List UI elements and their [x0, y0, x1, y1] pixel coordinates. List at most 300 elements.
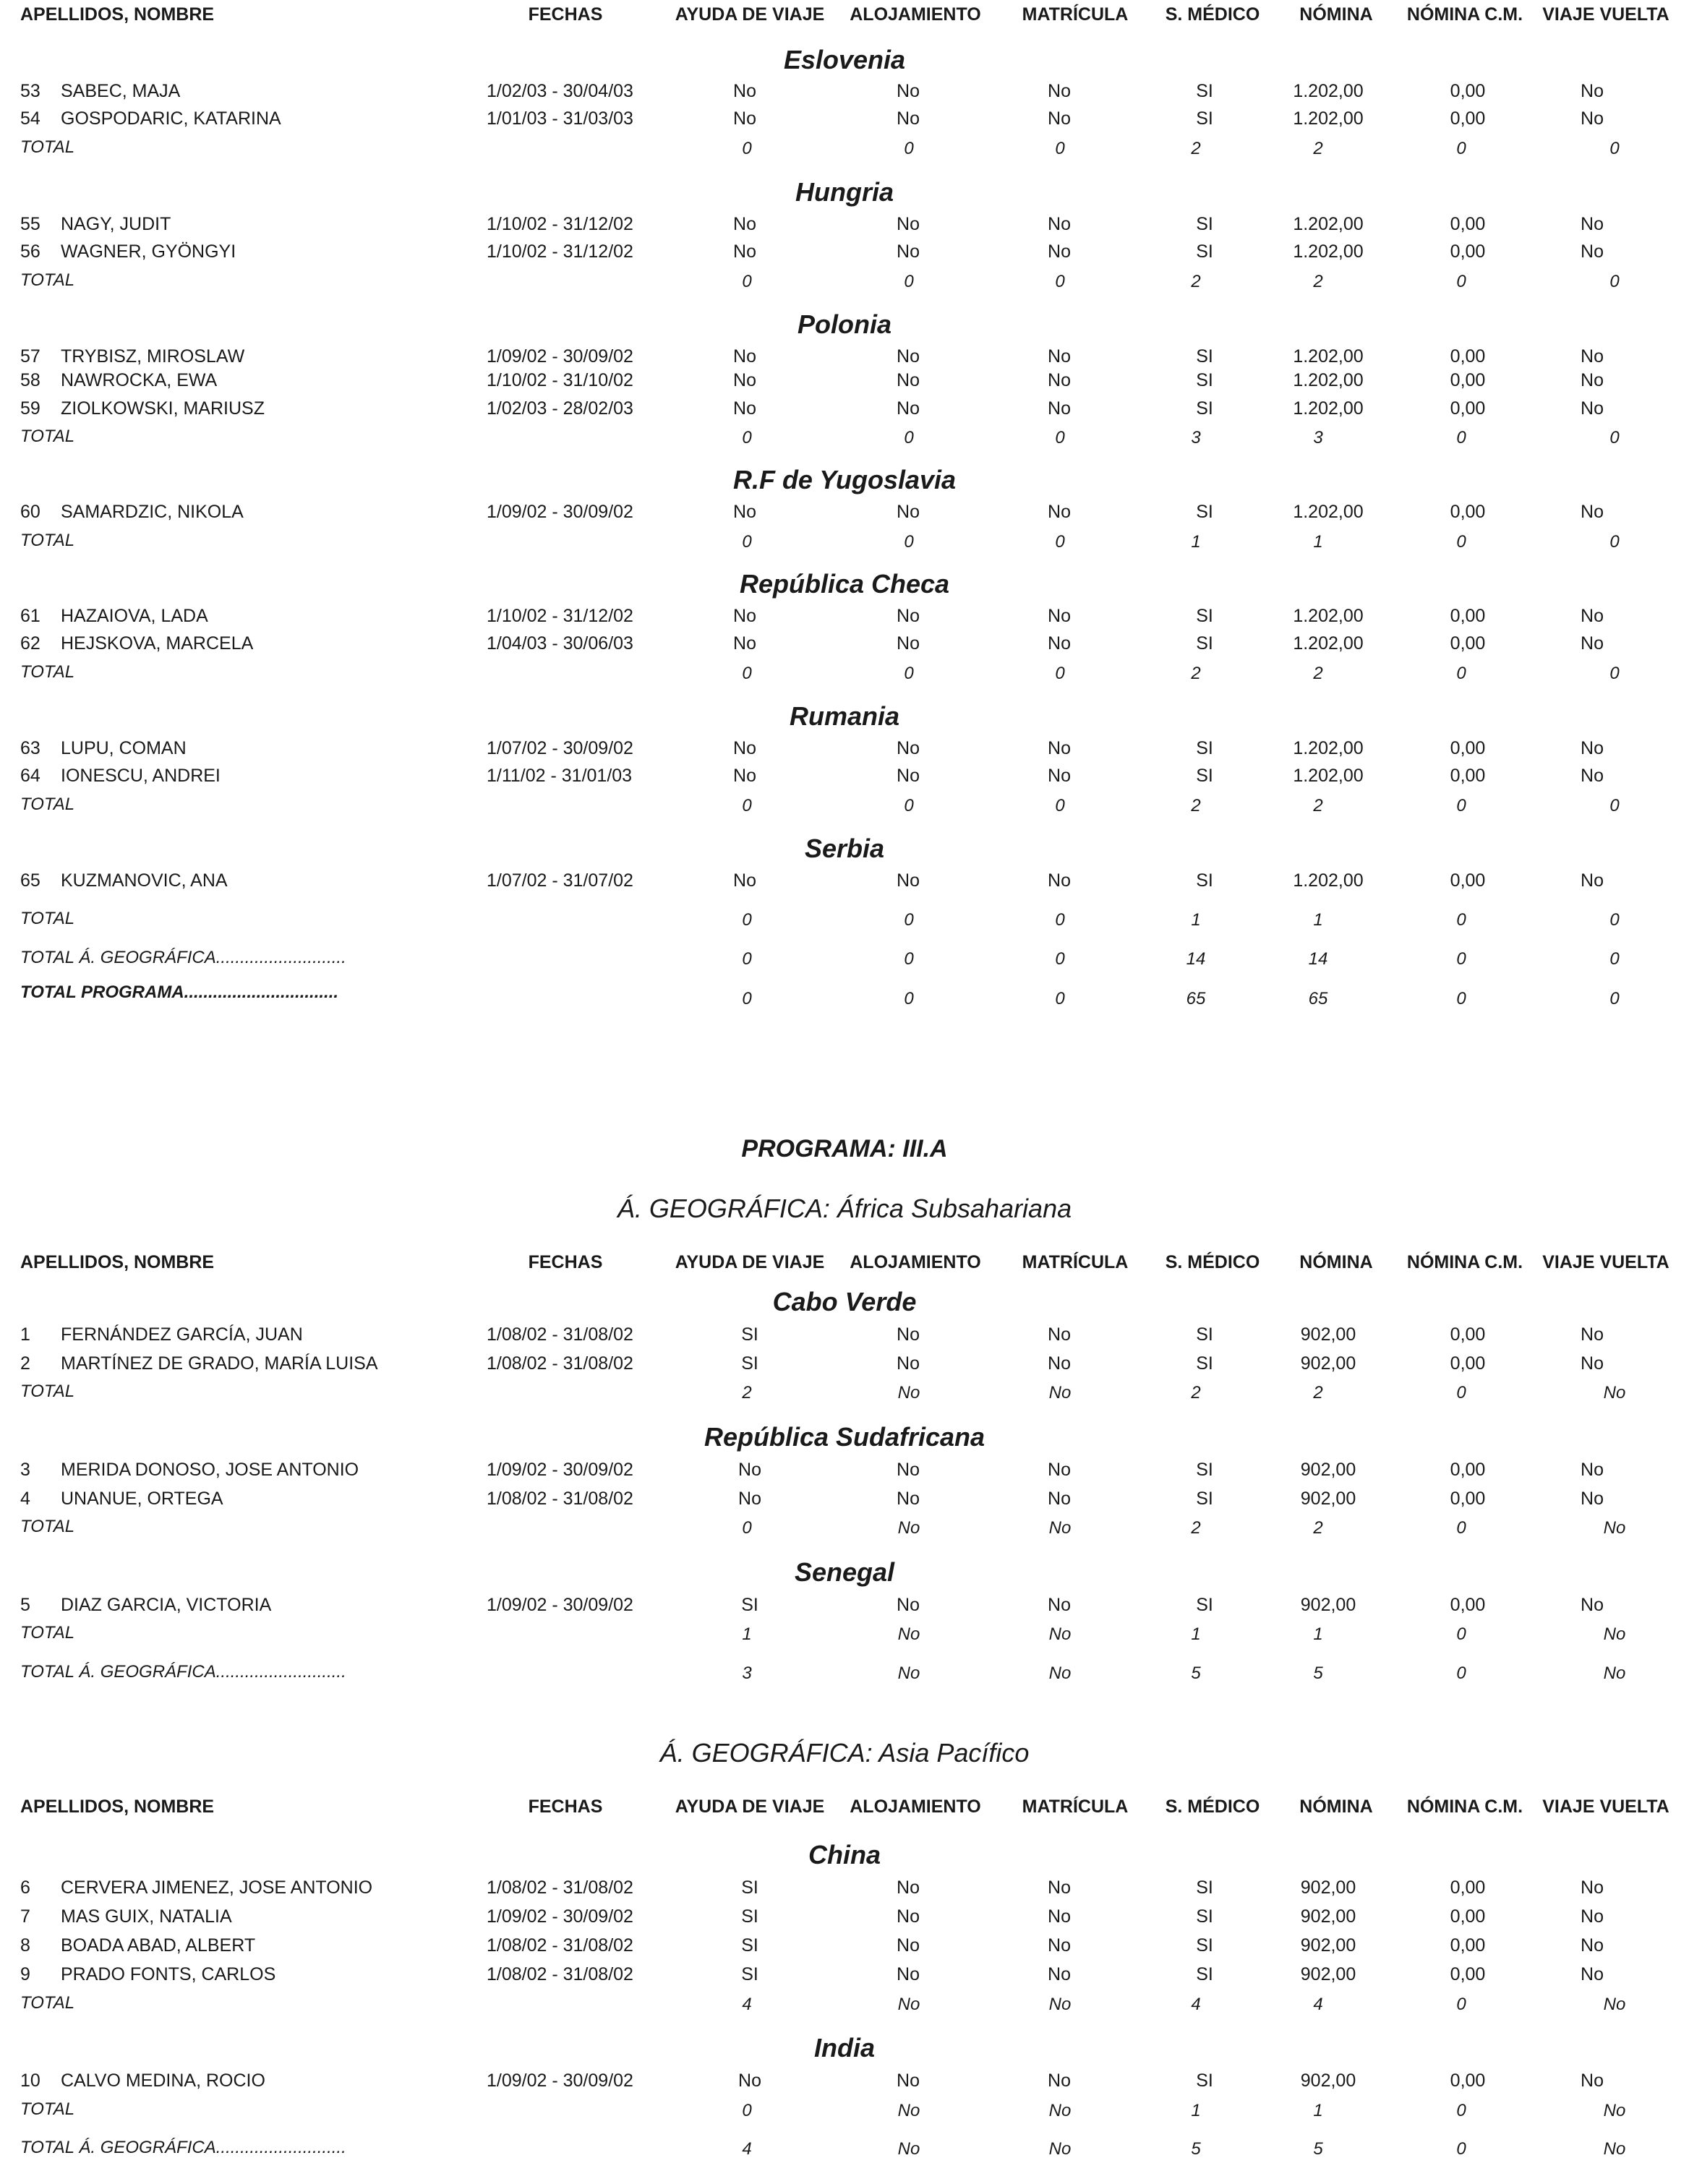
row-name: NAWROCKA, EWA [61, 370, 218, 390]
area-total-value-3: 5 [1191, 1663, 1201, 1683]
country-total-label: TOTAL [20, 795, 75, 814]
row-number: 7 [20, 1906, 30, 1927]
area-total-value-1: 0 [904, 949, 914, 969]
row-value-1: No [897, 1906, 920, 1927]
row-value-5: 0,00 [1450, 1877, 1486, 1898]
row-value-1: No [897, 738, 920, 758]
row-name: LUPU, COMAN [61, 738, 187, 758]
country-heading: Polonia [797, 309, 892, 339]
country-total-value-0: 0 [742, 2101, 752, 2120]
row-value-6: No [1581, 502, 1604, 522]
country-total-value-2: 0 [1055, 139, 1065, 158]
row-value-4: 902,00 [1300, 2070, 1356, 2091]
row-value-6: No [1581, 1353, 1604, 1374]
row-value-4: 902,00 [1300, 1906, 1356, 1927]
row-number: 4 [20, 1489, 30, 1509]
row-value-2: No [1048, 81, 1071, 101]
country-total-value-5: 0 [1456, 664, 1466, 683]
row-value-3: SI [1196, 1595, 1213, 1615]
country-total-value-4: 2 [1313, 796, 1323, 815]
row-value-4: 1.202,00 [1293, 241, 1364, 262]
column-header-asia-6: NÓMINA [1299, 1797, 1373, 1817]
column-header-africa-8: VIAJE VUELTA [1542, 1252, 1669, 1272]
row-number: 65 [20, 870, 40, 891]
area-total-value-1: No [897, 1663, 920, 1683]
country-total-value-5: 0 [1456, 1624, 1466, 1644]
country-heading: R.F de Yugoslavia [732, 465, 957, 494]
country-total-value-2: 0 [1055, 910, 1065, 930]
row-value-0: No [733, 766, 756, 786]
column-header-africa-3: ALOJAMIENTO [850, 1252, 981, 1272]
row-value-6: No [1581, 1964, 1604, 1984]
country-total-value-0: 2 [742, 1383, 752, 1403]
country-total-value-2: 0 [1055, 428, 1065, 447]
country-total-value-3: 2 [1191, 1518, 1201, 1538]
row-value-6: No [1581, 2070, 1604, 2091]
row-number: 61 [20, 606, 40, 626]
program-total-value-1: 0 [904, 989, 914, 1009]
country-total-label: TOTAL [20, 137, 75, 157]
column-header-a-7: NÓMINA C.M. [1406, 4, 1523, 25]
column-header-asia-8: VIAJE VUELTA [1542, 1797, 1669, 1817]
row-value-1: No [897, 502, 920, 522]
row-number: 54 [20, 108, 40, 129]
row-dates: 1/10/02 - 31/12/02 [487, 606, 633, 626]
country-total-value-2: 0 [1055, 796, 1065, 815]
row-dates: 1/07/02 - 30/09/02 [487, 738, 633, 758]
country-total-value-1: 0 [904, 796, 914, 815]
row-value-0: No [738, 1460, 761, 1480]
row-value-6: No [1581, 1595, 1604, 1615]
program-total-value-3: 65 [1186, 989, 1206, 1009]
country-total-value-4: 2 [1313, 664, 1323, 683]
country-total-value-5: 0 [1456, 2101, 1466, 2120]
country-total-value-3: 2 [1191, 1383, 1201, 1403]
row-value-2: No [1048, 1460, 1071, 1480]
column-header-a-6: NÓMINA [1299, 4, 1373, 25]
country-total-value-4: 1 [1313, 2101, 1323, 2120]
country-total-value-5: 0 [1456, 1518, 1466, 1538]
row-value-4: 1.202,00 [1293, 108, 1364, 129]
row-name: CERVERA JIMENEZ, JOSE ANTONIO [61, 1877, 373, 1898]
country-total-value-5: 0 [1456, 139, 1466, 158]
country-total-value-1: 0 [904, 139, 914, 158]
row-name: ZIOLKOWSKI, MARIUSZ [61, 398, 265, 419]
country-heading: Serbia [804, 834, 885, 863]
row-dates: 1/09/02 - 30/09/02 [487, 346, 633, 367]
country-total-value-2: No [1048, 1518, 1072, 1538]
row-value-5: 0,00 [1450, 81, 1486, 101]
country-total-value-4: 1 [1313, 910, 1323, 930]
column-header-asia-4: MATRÍCULA [1022, 1797, 1129, 1817]
row-name: MARTÍNEZ DE GRADO, MARÍA LUISA [61, 1353, 378, 1374]
area-heading-africa: Á. GEOGRÁFICA: África Subsahariana [617, 1194, 1072, 1223]
row-dates: 1/07/02 - 31/07/02 [487, 870, 633, 891]
row-value-5: 0,00 [1450, 766, 1486, 786]
row-value-5: 0,00 [1450, 1595, 1486, 1615]
country-total-value-2: 0 [1055, 272, 1065, 291]
row-value-1: No [897, 633, 920, 654]
country-heading: República Checa [739, 569, 950, 599]
row-number: 3 [20, 1460, 30, 1480]
row-value-2: No [1048, 633, 1071, 654]
column-header-asia-7: NÓMINA C.M. [1406, 1797, 1523, 1817]
country-total-value-1: 0 [904, 664, 914, 683]
row-number: 58 [20, 370, 40, 390]
row-name: MAS GUIX, NATALIA [61, 1906, 232, 1927]
row-number: 57 [20, 346, 40, 367]
area-total-value-0: 0 [742, 949, 752, 969]
row-value-3: SI [1196, 1906, 1213, 1927]
row-value-0: No [738, 1489, 761, 1509]
country-total-value-6: 0 [1609, 532, 1620, 552]
row-value-2: No [1048, 1353, 1071, 1374]
row-value-5: 0,00 [1450, 108, 1486, 129]
row-number: 9 [20, 1964, 30, 1984]
row-value-3: SI [1196, 766, 1213, 786]
area-total-value-2: No [1048, 1663, 1072, 1683]
row-value-1: No [897, 1353, 920, 1374]
country-total-label: TOTAL [20, 1382, 75, 1401]
column-header-africa-5: S. MÉDICO [1165, 1252, 1260, 1272]
country-total-value-2: No [1048, 1383, 1072, 1403]
country-total-value-6: No [1603, 1383, 1626, 1403]
column-header-a-1: FECHAS [528, 4, 603, 25]
country-total-value-3: 2 [1191, 664, 1201, 683]
row-value-4: 1.202,00 [1293, 738, 1364, 758]
row-value-1: No [897, 81, 920, 101]
row-value-1: No [897, 1877, 920, 1898]
row-value-2: No [1048, 502, 1071, 522]
row-value-1: No [897, 241, 920, 262]
row-value-3: SI [1196, 1324, 1213, 1345]
row-number: 2 [20, 1353, 30, 1374]
row-value-4: 1.202,00 [1293, 81, 1364, 101]
row-value-0: No [733, 214, 756, 234]
row-value-4: 1.202,00 [1293, 370, 1364, 390]
row-value-6: No [1581, 370, 1604, 390]
row-number: 53 [20, 81, 40, 101]
row-value-3: SI [1196, 81, 1213, 101]
country-total-value-5: 0 [1456, 272, 1466, 291]
row-value-2: No [1048, 370, 1071, 390]
row-value-2: No [1048, 606, 1071, 626]
area-total-value-5: 0 [1456, 1663, 1466, 1683]
country-heading: Rumania [789, 701, 900, 731]
country-total-value-1: 0 [904, 532, 914, 552]
column-header-asia-2: AYUDA DE VIAJE [675, 1797, 825, 1817]
row-value-2: No [1048, 1877, 1071, 1898]
country-total-value-2: No [1048, 2101, 1072, 2120]
row-value-6: No [1581, 738, 1604, 758]
row-value-0: SI [741, 1353, 758, 1374]
row-value-6: No [1581, 108, 1604, 129]
row-value-4: 1.202,00 [1293, 766, 1364, 786]
country-heading: India [813, 2033, 876, 2063]
row-value-0: No [733, 633, 756, 654]
row-value-4: 1.202,00 [1293, 346, 1364, 367]
row-value-5: 0,00 [1450, 502, 1486, 522]
row-name: TRYBISZ, MIROSLAW [61, 346, 245, 367]
column-header-africa-6: NÓMINA [1299, 1252, 1373, 1272]
row-value-6: No [1581, 1906, 1604, 1927]
country-total-label: TOTAL [20, 1993, 75, 2013]
row-value-4: 1.202,00 [1293, 606, 1364, 626]
country-total-value-6: 0 [1609, 139, 1620, 158]
row-value-0: No [733, 738, 756, 758]
row-dates: 1/09/02 - 30/09/02 [487, 2070, 633, 2091]
row-value-0: SI [741, 1877, 758, 1898]
country-total-value-3: 2 [1191, 139, 1201, 158]
country-total-label: TOTAL [20, 909, 75, 928]
country-total-value-0: 0 [742, 532, 752, 552]
country-total-value-0: 0 [742, 139, 752, 158]
row-value-3: SI [1196, 398, 1213, 419]
row-dates: 1/09/02 - 30/09/02 [487, 1906, 633, 1927]
row-value-1: No [897, 398, 920, 419]
country-total-value-6: No [1603, 1995, 1626, 2014]
row-value-5: 0,00 [1450, 606, 1486, 626]
row-value-3: SI [1196, 870, 1213, 891]
country-total-value-6: No [1603, 2101, 1626, 2120]
row-value-6: No [1581, 1489, 1604, 1509]
country-total-value-6: No [1603, 1624, 1626, 1644]
row-value-3: SI [1196, 241, 1213, 262]
column-header-asia-0: APELLIDOS, NOMBRE [20, 1797, 215, 1817]
country-total-value-1: 0 [904, 272, 914, 291]
row-name: WAGNER, GYÖNGYI [61, 241, 236, 262]
row-value-1: No [897, 1324, 920, 1345]
row-name: BOADA ABAD, ALBERT [61, 1935, 256, 1956]
column-header-africa-2: AYUDA DE VIAJE [675, 1252, 825, 1272]
row-number: 56 [20, 241, 40, 262]
row-number: 8 [20, 1935, 30, 1956]
row-value-3: SI [1196, 633, 1213, 654]
row-value-3: SI [1196, 1460, 1213, 1480]
area-total-value-4: 5 [1313, 1663, 1323, 1683]
row-value-5: 0,00 [1450, 1964, 1486, 1984]
row-dates: 1/02/03 - 30/04/03 [487, 81, 633, 101]
row-value-6: No [1581, 1935, 1604, 1956]
row-value-3: SI [1196, 1353, 1213, 1374]
country-total-value-3: 1 [1191, 1624, 1201, 1644]
row-dates: 1/08/02 - 31/08/02 [487, 1877, 633, 1898]
row-value-3: SI [1196, 2070, 1213, 2091]
country-total-value-2: 0 [1055, 532, 1065, 552]
column-header-africa-0: APELLIDOS, NOMBRE [20, 1252, 215, 1272]
row-name: CALVO MEDINA, ROCIO [61, 2070, 265, 2091]
column-header-asia-3: ALOJAMIENTO [850, 1797, 981, 1817]
row-value-5: 0,00 [1450, 633, 1486, 654]
row-name: SABEC, MAJA [61, 81, 181, 101]
row-dates: 1/10/02 - 31/12/02 [487, 241, 633, 262]
area-total-label: TOTAL Á. GEOGRÁFICA........................... [20, 2138, 346, 2157]
program-total-value-4: 65 [1308, 989, 1328, 1009]
row-value-1: No [897, 1964, 920, 1984]
country-total-value-4: 2 [1313, 1518, 1323, 1538]
area-total-value-2: 0 [1055, 949, 1065, 969]
row-value-2: No [1048, 738, 1071, 758]
row-value-3: SI [1196, 108, 1213, 129]
row-value-4: 1.202,00 [1293, 214, 1364, 234]
program-total-value-2: 0 [1055, 989, 1065, 1009]
country-total-value-6: 0 [1609, 664, 1620, 683]
row-value-6: No [1581, 633, 1604, 654]
program-total-label: TOTAL PROGRAMA................................ [20, 982, 339, 1002]
country-total-value-3: 1 [1191, 2101, 1201, 2120]
row-value-4: 1.202,00 [1293, 633, 1364, 654]
country-total-label: TOTAL [20, 2099, 75, 2119]
area-total-value-0: 3 [742, 1663, 752, 1683]
country-total-value-0: 0 [742, 1518, 752, 1538]
country-total-value-6: 0 [1609, 428, 1620, 447]
row-value-5: 0,00 [1450, 370, 1486, 390]
row-value-0: No [733, 108, 756, 129]
row-number: 64 [20, 766, 40, 786]
row-value-6: No [1581, 606, 1604, 626]
row-value-3: SI [1196, 738, 1213, 758]
country-total-value-4: 3 [1313, 428, 1323, 447]
country-total-label: TOTAL [20, 427, 75, 446]
country-total-value-4: 2 [1313, 272, 1323, 291]
row-value-0: No [733, 502, 756, 522]
row-value-3: SI [1196, 1964, 1213, 1984]
row-value-2: No [1048, 108, 1071, 129]
row-value-1: No [897, 1460, 920, 1480]
row-name: SAMARDZIC, NIKOLA [61, 502, 244, 522]
row-dates: 1/08/02 - 31/08/02 [487, 1324, 633, 1345]
column-header-africa-1: FECHAS [528, 1252, 603, 1272]
row-value-5: 0,00 [1450, 1906, 1486, 1927]
country-total-value-1: No [897, 1518, 920, 1538]
row-value-6: No [1581, 241, 1604, 262]
area-total-value-6: No [1603, 2139, 1626, 2159]
row-value-2: No [1048, 870, 1071, 891]
row-value-4: 1.202,00 [1293, 502, 1364, 522]
row-value-5: 0,00 [1450, 738, 1486, 758]
column-header-a-2: AYUDA DE VIAJE [675, 4, 825, 25]
row-value-4: 902,00 [1300, 1877, 1356, 1898]
program-total-value-5: 0 [1456, 989, 1466, 1009]
row-value-5: 0,00 [1450, 1324, 1486, 1345]
row-name: KUZMANOVIC, ANA [61, 870, 228, 891]
row-value-3: SI [1196, 1877, 1213, 1898]
row-value-6: No [1581, 766, 1604, 786]
row-dates: 1/08/02 - 31/08/02 [487, 1935, 633, 1956]
program-total-value-0: 0 [742, 989, 752, 1009]
column-header-asia-1: FECHAS [528, 1797, 603, 1817]
country-total-value-4: 1 [1313, 1624, 1323, 1644]
row-name: UNANUE, ORTEGA [61, 1489, 223, 1509]
row-value-1: No [897, 1489, 920, 1509]
row-dates: 1/10/02 - 31/10/02 [487, 370, 633, 390]
row-value-6: No [1581, 398, 1604, 419]
row-value-0: SI [741, 1906, 758, 1927]
row-value-3: SI [1196, 1489, 1213, 1509]
row-value-0: SI [741, 1324, 758, 1345]
country-heading: Eslovenia [783, 45, 906, 74]
country-total-value-1: No [897, 1383, 920, 1403]
country-total-value-0: 0 [742, 664, 752, 683]
country-total-value-1: No [897, 1624, 920, 1644]
country-total-value-3: 4 [1191, 1995, 1201, 2014]
country-total-label: TOTAL [20, 1623, 75, 1643]
row-value-6: No [1581, 214, 1604, 234]
area-heading-asia: Á. GEOGRÁFICA: Asia Pacífico [659, 1738, 1030, 1768]
row-value-2: No [1048, 241, 1071, 262]
row-value-1: No [897, 214, 920, 234]
country-total-label: TOTAL [20, 531, 75, 550]
row-value-3: SI [1196, 502, 1213, 522]
country-total-value-3: 3 [1191, 428, 1201, 447]
column-header-a-4: MATRÍCULA [1022, 4, 1129, 25]
row-value-4: 902,00 [1300, 1964, 1356, 1984]
country-total-value-3: 2 [1191, 796, 1201, 815]
country-heading: Hungria [795, 177, 894, 207]
row-value-0: No [733, 346, 756, 367]
row-value-1: No [897, 606, 920, 626]
row-number: 59 [20, 398, 40, 419]
row-number: 1 [20, 1324, 30, 1345]
row-value-0: No [733, 370, 756, 390]
row-value-3: SI [1196, 370, 1213, 390]
column-header-a-8: VIAJE VUELTA [1542, 4, 1669, 25]
row-dates: 1/08/02 - 31/08/02 [487, 1353, 633, 1374]
country-total-value-4: 2 [1313, 1383, 1323, 1403]
country-total-label: TOTAL [20, 662, 75, 682]
row-dates: 1/09/02 - 30/09/02 [487, 1460, 633, 1480]
row-value-5: 0,00 [1450, 1460, 1486, 1480]
row-value-3: SI [1196, 346, 1213, 367]
row-name: HEJSKOVA, MARCELA [61, 633, 254, 654]
row-value-1: No [897, 2070, 920, 2091]
row-value-2: No [1048, 1906, 1071, 1927]
row-dates: 1/11/02 - 31/01/03 [487, 766, 633, 786]
area-total-label: TOTAL Á. GEOGRÁFICA........................... [20, 948, 346, 967]
country-total-value-1: No [897, 2101, 920, 2120]
country-total-value-4: 2 [1313, 139, 1323, 158]
row-value-5: 0,00 [1450, 870, 1486, 891]
row-dates: 1/08/02 - 31/08/02 [487, 1964, 633, 1984]
row-value-0: No [738, 2070, 761, 2091]
country-heading: Senegal [794, 1557, 895, 1587]
row-dates: 1/01/03 - 31/03/03 [487, 108, 633, 129]
row-value-5: 0,00 [1450, 1489, 1486, 1509]
row-value-0: SI [741, 1595, 758, 1615]
country-total-value-1: 0 [904, 428, 914, 447]
column-header-africa-4: MATRÍCULA [1022, 1252, 1129, 1272]
row-number: 10 [20, 2070, 40, 2091]
row-name: FERNÁNDEZ GARCÍA, JUAN [61, 1324, 303, 1345]
row-name: GOSPODARIC, KATARINA [61, 108, 281, 129]
country-total-value-6: 0 [1609, 272, 1620, 291]
row-value-3: SI [1196, 606, 1213, 626]
row-value-4: 902,00 [1300, 1935, 1356, 1956]
country-total-value-1: No [897, 1995, 920, 2014]
row-number: 5 [20, 1595, 30, 1615]
country-total-value-6: 0 [1609, 796, 1620, 815]
country-total-label: TOTAL [20, 270, 75, 290]
area-total-value-0: 4 [742, 2139, 752, 2159]
row-value-1: No [897, 370, 920, 390]
row-value-5: 0,00 [1450, 1353, 1486, 1374]
row-value-2: No [1048, 1935, 1071, 1956]
row-number: 60 [20, 502, 40, 522]
country-heading: China [808, 1840, 881, 1870]
row-value-0: SI [741, 1935, 758, 1956]
country-total-value-6: No [1603, 1518, 1626, 1538]
row-value-2: No [1048, 2070, 1071, 2091]
